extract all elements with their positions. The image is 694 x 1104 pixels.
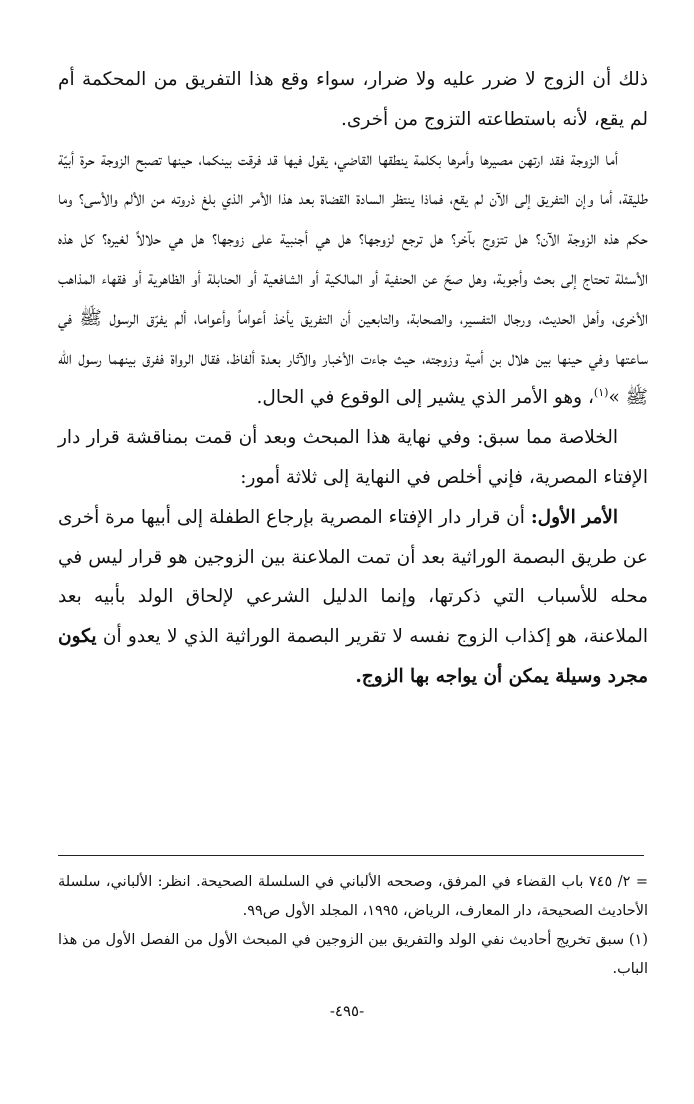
main-text — [58, 60, 648, 697]
footnotes — [58, 868, 648, 984]
first-matter-heading: الأمر الأول: — [530, 506, 618, 528]
paragraph-2 — [58, 140, 648, 419]
footnote-divider — [58, 855, 644, 856]
paragraph-2-text: أما الزوجة فقد ارتهن مصيرها وأمرها بكلمة ينطقها القاضي، يقول فيها قد فرقت بينكما، حينها تصبح الزوجة حرة أبيّة طليقة، أما وإن التفريق إلى الآن لم يقع، فماذا ينتظر السادة القضاة بعد هذا الأمر الذي بلغ ذروته من الألم والأسى؟ وما حكم هذه الزوجة الآن؟ هل تتزوج بآخر؟ هل ترجع لزوجها؟ هل هي أجنبية على زوجها؟ هل هي حلالاً لغيره؟ كل هذه الأسئلة تحتاج إلى بحث وأجوبة، وهل صحّ عن الحنفية أو المالكية أو الشافعية أو الحنابلة أو الظاهرية أو فقهاء المذاهب الأخرى، وأهل الحديث، ورجال التفسير، والصحابة، والتابعين أن التفريق يأخذ أعواماً وأعواما، ألم يفرّق الرسول ﷺ في ساعتها وفي حينها بين هلال بن أمية وزوجته، حيث جاءت الأخبار والآثار بعدة ألفاظ، فقال الرواة ففرق بينهما رسول الله ﷺ » — [58, 148, 648, 409]
page-number: -٤٩٥- — [329, 1002, 365, 1020]
footnote-ref-1[interactable]: (١) — [593, 386, 609, 400]
paragraph-1: ذلك أن الزوج لا ضرر عليه ولا ضرار، سواء وقع هذا التفريق من المحكمة أم لم يقع، لأنه باستطاعته التزوج من أخرى. — [58, 69, 648, 130]
paragraph-3-summary: الخلاصة مما سبق: وفي نهاية هذا المبحث وبعد أن قمت بمناقشة قرار دار الإفتاء المصرية، فإني أخلص في النهاية إلى ثلاثة أمور: — [58, 427, 648, 488]
footnote-1: (١) سبق تخريج أحاديث نفي الولد والتفريق بين الزوجين في المبحث الأول من الفصل الأول من هذا الباب. — [58, 932, 648, 977]
first-matter-text: أن قرار دار الإفتاء المصرية بإرجاع الطفلة إلى أبيها مرة أخرى عن طريق البصمة الوراثية بعد أن تمت الملاعنة بين الزوجين هو قرار ليس في محله للأسباب التي ذكرتها، وإنما الدليل الشرعي لإلحاق الولد بأبيه بعد الملاعنة، هو إكذاب الزوج نفسه لا تقرير البصمة الوراثية الذي لا يعدو أن — [58, 506, 648, 648]
footnote-continuation: = ٢/ ٧٤٥ باب القضاء في المرفق، وصححه الألباني في السلسلة الصحيحة. انظر: الألباني، سلسلة الأحاديث الصحيحة، دار المعارف، الرياض، ١٩٩٥، المجلد الأول ص٩٩. — [58, 874, 649, 919]
paragraph-4-first-matter — [58, 498, 648, 697]
paragraph-2-end: ، وهو الأمر الذي يشير إلى الوقوع في الحال. — [256, 387, 594, 409]
first-matter-bold-tail: يكون مجرد وسيلة يمكن أن يواجه بها الزوج. — [58, 626, 648, 687]
